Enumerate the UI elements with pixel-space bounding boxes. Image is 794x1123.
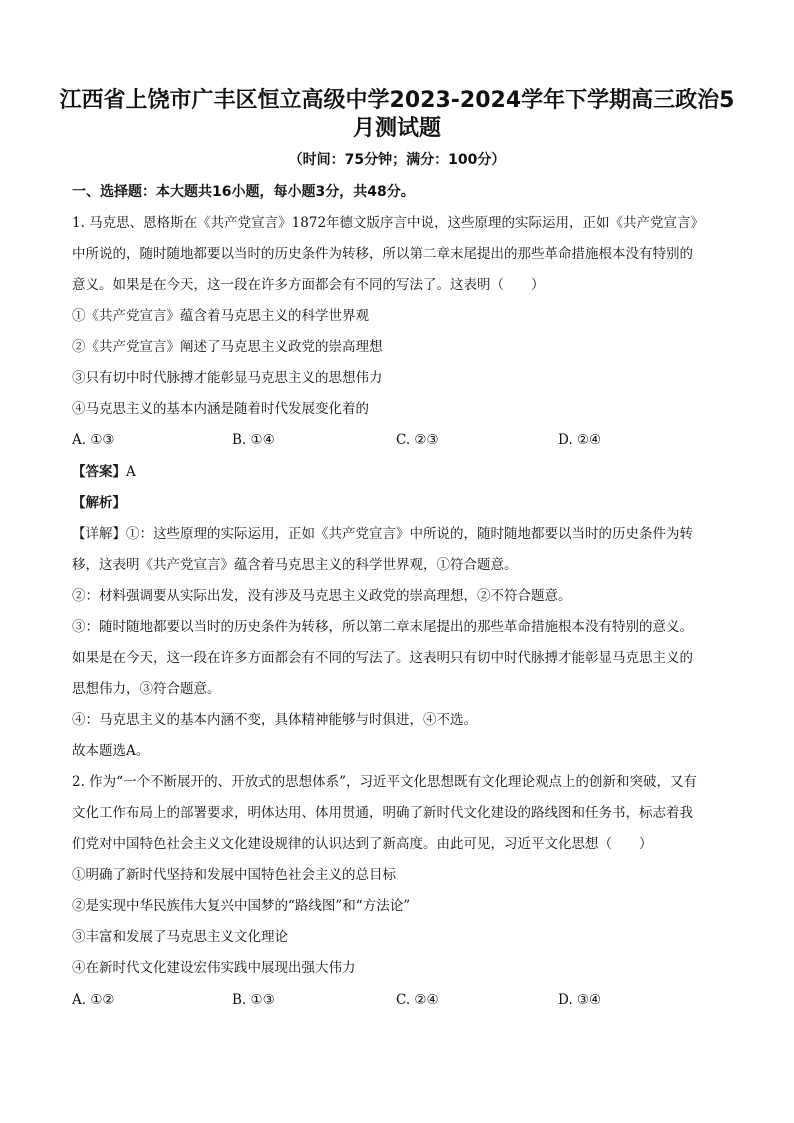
q2-options — [72, 990, 732, 1010]
q1-item: ①《共产党宣言》蕴含着马克思主义的科学世界观 — [72, 308, 369, 324]
q1-option-b: B. ①④ — [232, 432, 275, 448]
q2-option-d: D. ③④ — [558, 992, 602, 1008]
q1-stem-line: 1. 马克思、恩格斯在《共产党宣言》1872年德文版序言中说，这些原理的实际运用，正如《共产党宣言》 — [72, 215, 705, 231]
doc-subtitle: （时间：75分钟；满分：100分） — [288, 152, 506, 168]
q1-item: ④马克思主义的基本内涵是随着时代发展变化着的 — [72, 401, 369, 417]
q2-item: ③丰富和发展了马克思主义文化理论 — [72, 929, 288, 945]
q1-stem-line: 意义。如果是在今天，这一段在许多方面都会有不同的写法了。这表明（ ） — [72, 277, 545, 293]
q1-answer — [72, 462, 732, 482]
q1-item: ③只有切中时代脉搏才能彰显马克思主义的思想伟力 — [72, 370, 383, 386]
q1-explain-line: ③：随时随地都要以当时的历史条件为转移，所以第二章末尾提出的那些革命措施根本没有特别的意义。 — [72, 619, 693, 635]
q2-stem-line: 们党对中国特色社会主义文化建设规律的认识达到了新高度。由此可见，习近平文化思想（ ） — [72, 836, 653, 852]
q2-stem-line: 2. 作为“一个不断展开的、开放式的思想体系”，习近平文化思想既有文化理论观点上的创新和突破，又有 — [72, 774, 697, 790]
q1-explain-line: 【详解】①：这些原理的实际运用，正如《共产党宣言》中所说的，随时随地都要以当时的历史条件为转 — [72, 526, 693, 542]
doc-title-line2: 月测试题 — [352, 116, 441, 141]
q1-explain-line: 思想伟力，③符合题意。 — [72, 681, 221, 697]
q2-stem-line: 文化工作布局上的部署要求，明体达用、体用贯通，明确了新时代文化建设的路线图和任务书，标志着我 — [72, 805, 693, 821]
q1-option-a: A. ①③ — [72, 432, 115, 448]
q1-explain-line: 故本题选A。 — [72, 743, 150, 759]
doc-title-line1: 江西省上饶市广丰区恒立高级中学2023-2024学年下学期高三政治5 — [59, 88, 735, 113]
q2-item: ②是实现中华民族伟大复兴中国梦的“路线图”和“方法论” — [72, 898, 411, 914]
q2-option-b: B. ①③ — [232, 992, 275, 1008]
q1-stem-line: 中所说的，随时随地都要以当时的历史条件为转移，所以第二章末尾提出的那些革命措施根本没有特别的 — [72, 246, 693, 262]
answer-label: 【答案】 — [72, 464, 126, 480]
q2-item: ④在新时代文化建设宏伟实践中展现出强大伟力 — [72, 960, 356, 976]
q1-explain-line: ②：材料强调要从实际出发，没有涉及马克思主义政党的崇高理想，②不符合题意。 — [72, 588, 572, 604]
q1-explain-line: ④：马克思主义的基本内涵不变，具体精神能够与时俱进，④不选。 — [72, 712, 477, 728]
q1-explain-line: 如果是在今天，这一段在许多方面都会有不同的写法了。这表明只有切中时代脉搏才能彰显马克思主义的 — [72, 650, 693, 666]
q1-option-d: D. ②④ — [558, 432, 602, 448]
answer-value: A — [126, 464, 136, 480]
section-heading: 一、选择题：本大题共16小题，每小题3分，共48分。 — [72, 184, 415, 200]
q1-item: ②《共产党宣言》阐述了马克思主义政党的崇高理想 — [72, 339, 383, 355]
q1-explain-line: 移，这表明《共产党宣言》蕴含着马克思主义的科学世界观，①符合题意。 — [72, 557, 518, 573]
q2-option-a: A. ①② — [72, 992, 115, 1008]
q2-option-c: C. ②④ — [396, 992, 439, 1008]
analysis-label: 【解析】 — [72, 495, 126, 511]
q1-option-c: C. ②③ — [396, 432, 439, 448]
q1-options — [72, 430, 732, 450]
q1-analysis-label — [72, 493, 732, 513]
q2-item: ①明确了新时代坚持和发展中国特色社会主义的总目标 — [72, 867, 396, 883]
